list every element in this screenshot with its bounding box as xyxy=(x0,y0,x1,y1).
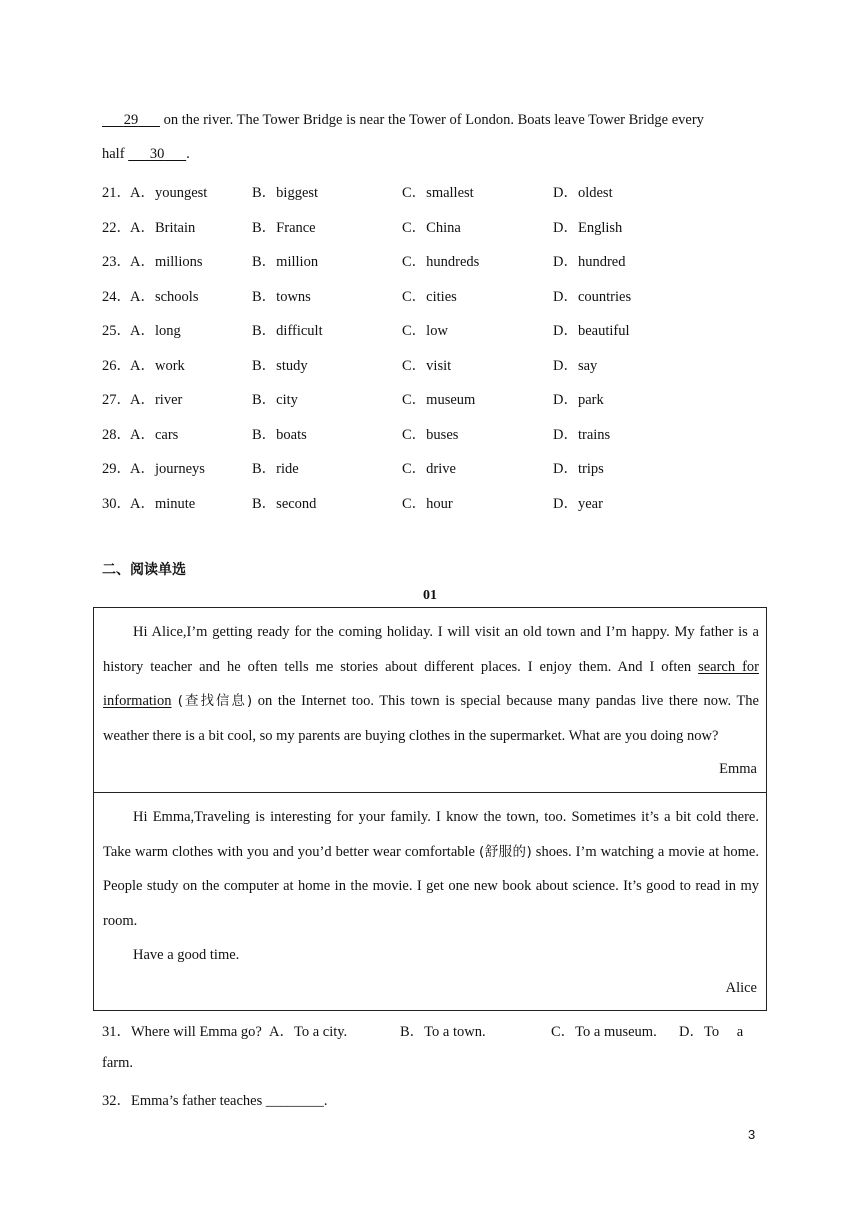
cloze-row xyxy=(102,388,758,408)
page-number: 3 xyxy=(748,1127,756,1142)
letter-box-alice xyxy=(93,792,767,1011)
option-b: B．second xyxy=(252,495,317,512)
option-d: D．countries xyxy=(553,288,632,305)
option-d: D．beautiful xyxy=(553,323,630,339)
passage-number: 01 xyxy=(423,588,437,603)
question-number: 28． xyxy=(102,426,131,443)
question-31-stem: 31．Where will Emma go? xyxy=(102,1024,262,1040)
option-c: C．hour xyxy=(402,495,453,512)
question-number: 26． xyxy=(102,357,131,374)
option-b: B．city xyxy=(252,392,298,408)
chinese-note: (查找信息) xyxy=(171,693,253,709)
option-a: A．millions xyxy=(130,254,203,270)
option-b: B．study xyxy=(252,357,308,374)
blank-30: 30 xyxy=(149,146,165,162)
letter-closing: Have a good time. xyxy=(133,947,240,963)
option-d: D．oldest xyxy=(553,185,613,201)
option-a: A．river xyxy=(130,392,183,408)
question-number: 22． xyxy=(102,219,131,236)
question-number: 24． xyxy=(102,288,131,305)
option-c: C．China xyxy=(402,219,461,236)
option-d: D．trains xyxy=(553,426,611,443)
question-number: 25． xyxy=(102,323,131,339)
question-number: 21． xyxy=(102,185,131,201)
option-c: C．visit xyxy=(402,357,452,374)
option-c: C．drive xyxy=(402,461,456,477)
option-c: C．low xyxy=(402,323,448,339)
option-d: D．year xyxy=(553,495,603,512)
option-a: A．work xyxy=(130,357,185,374)
question-number: 23． xyxy=(102,254,131,270)
question-31-option-d: D．To a xyxy=(679,1024,744,1040)
question-31-option-a: A．To a city. xyxy=(269,1024,348,1040)
cloze-row xyxy=(102,250,758,270)
option-a: A．cars xyxy=(130,426,179,443)
signature-emma: Emma xyxy=(719,761,757,777)
underlined-phrase: search for information xyxy=(103,658,759,709)
cloze-row xyxy=(102,181,758,201)
cloze-row xyxy=(102,457,758,477)
option-c: C．buses xyxy=(402,426,459,443)
question-32-stem: 32．Emma’s father teaches ________. xyxy=(102,1093,328,1109)
option-d: D．trips xyxy=(553,461,604,477)
option-a: A．long xyxy=(130,323,181,339)
option-b: B．boats xyxy=(252,426,307,443)
option-a: A．journeys xyxy=(130,461,205,477)
question-31-option-b: B．To a town. xyxy=(400,1024,486,1040)
option-c: C．smallest xyxy=(402,185,474,201)
cloze-row xyxy=(102,423,758,443)
option-c: C．cities xyxy=(402,288,457,305)
question-number: 29． xyxy=(102,461,131,477)
chinese-note: (舒服的) xyxy=(479,843,532,860)
question-31-option-d-cont: farm. xyxy=(102,1055,133,1071)
cloze-row xyxy=(102,285,758,305)
option-b: B．towns xyxy=(252,288,311,305)
cloze-row xyxy=(102,216,758,236)
option-b: B．difficult xyxy=(252,323,323,339)
option-c: C．museum xyxy=(402,392,476,408)
option-b: B．biggest xyxy=(252,185,319,201)
blank-29: 29 xyxy=(123,112,139,128)
question-number: 27． xyxy=(102,392,131,408)
signature-alice: Alice xyxy=(725,980,757,996)
cloze-row xyxy=(102,492,758,512)
option-b: B．France xyxy=(252,219,316,236)
option-a: A．youngest xyxy=(130,185,208,201)
option-d: D．English xyxy=(553,219,623,236)
cloze-row xyxy=(102,319,758,339)
letter-body-alice: Hi Emma,Traveling is interesting for your family. I know the town, too. Sometimes it’s a bit cold there. Take warm clothes with you and you’d better wear comfortable (舒服的) shoes. I’m watching a movie at home. People study on the computer at home in the movie. I get one new book about science. It’s good to read in my room. xyxy=(103,809,759,929)
intro-text-1: on the river. The Tower Bridge is near the Tower of London. Boats leave Tower Bridge every xyxy=(160,112,704,128)
option-a: A．minute xyxy=(130,495,196,512)
option-d: D．park xyxy=(553,392,604,408)
option-d: D．say xyxy=(553,357,598,374)
option-b: B．million xyxy=(252,254,319,270)
question-31-option-c: C．To a museum. xyxy=(551,1024,657,1040)
letter-box-emma xyxy=(93,607,767,793)
letter-body-emma: Hi Alice,I’m getting ready for the coming holiday. I will visit an old town and I’m happy. My father is a history teacher and he often tells me stories about different places. I enjoy them. And I often search for information (查找信息) on the Internet too. This town is special because many pandas live there now. The weather there is a bit cool, so my parents are buying clothes in the supermarket. What are you doing now? xyxy=(103,624,759,744)
option-c: C．hundreds xyxy=(402,254,480,270)
option-d: D．hundred xyxy=(553,254,626,270)
option-a: A．Britain xyxy=(130,219,196,236)
option-a: A．schools xyxy=(130,288,199,305)
section-title: 二、阅读单选 xyxy=(102,562,186,578)
question-number: 30． xyxy=(102,495,131,512)
cloze-row xyxy=(102,354,758,374)
intro-line-2: half 30 . xyxy=(102,146,190,162)
option-b: B．ride xyxy=(252,461,299,477)
intro-line-1 xyxy=(102,112,758,129)
